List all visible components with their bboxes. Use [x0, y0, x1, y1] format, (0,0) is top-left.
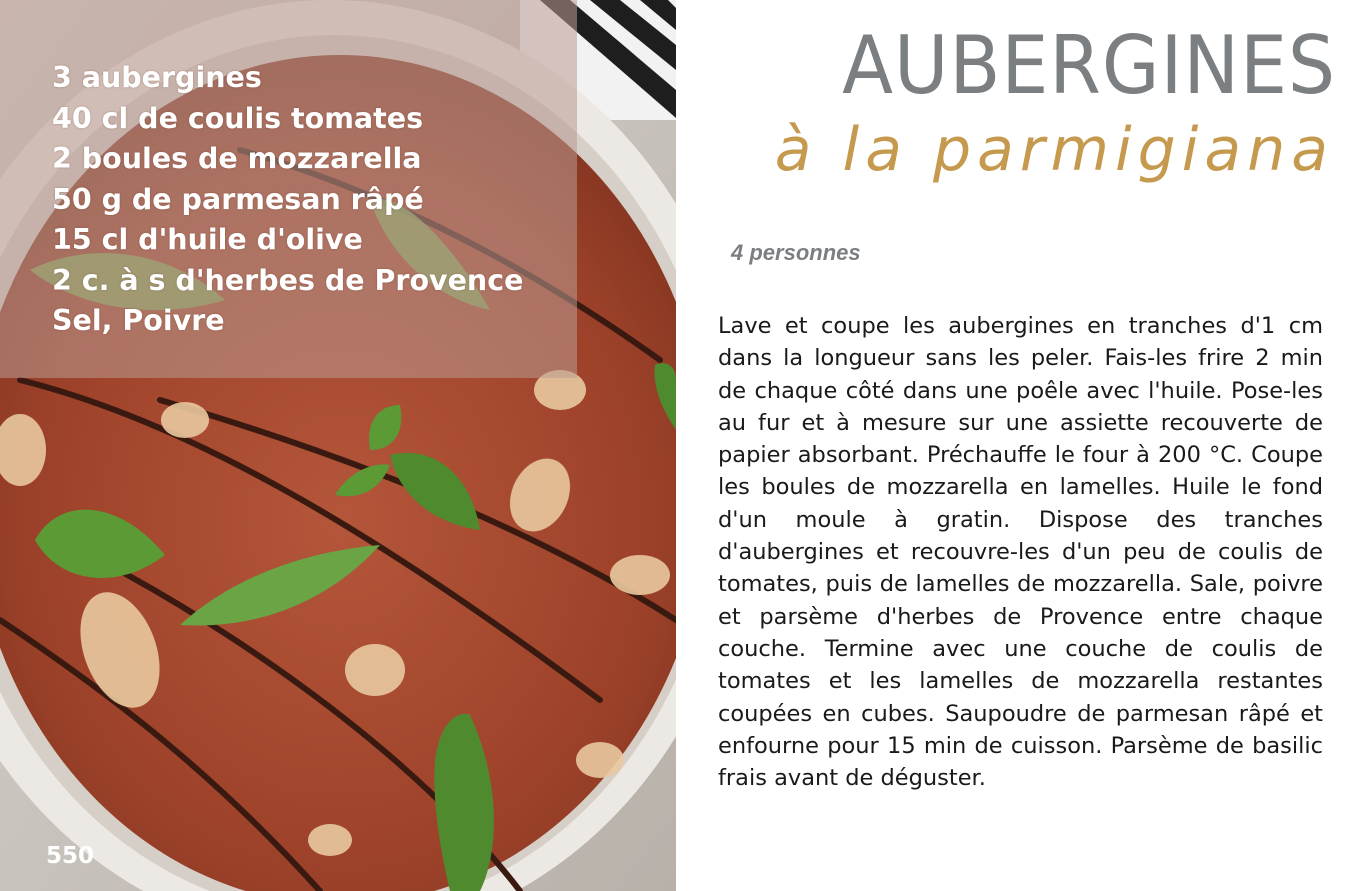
recipe-subtitle: à la parmigiana	[774, 115, 1334, 185]
ingredients-list	[52, 58, 523, 342]
ingredient-item: 50 g de parmesan râpé	[52, 182, 424, 216]
recipe-instructions: Lave et coupe les aubergines en tranches d'1 cm dans la longueur sans les peler. Fais-les frire 2 min de chaque côté dans une poêle avec l'huile. Pose-les au fur et à mesure sur une assiette recouverte de papier absorbant. Préchauffe le four à 200 °C. Coupe les boules de mozzarella en lamelles. Huile le fond d'un moule à gratin. Dispose des tranches d'aubergines et recouvre-les d'un peu de coulis de tomates, puis de lamelles de mozzarella. Sale, poivre et parsème d'herbes de Provence entre chaque couche. Termine avec une couche de coulis de tomates et les lamelles de mozzarella restantes coupées en cubes. Saupoudre de parmesan râpé et enfourne pour 15 min de cuisson. Parsème de basilic frais avant de déguster.	[718, 313, 1323, 792]
page-number: 550	[46, 843, 95, 869]
recipe-title: AUBERGINES	[842, 19, 1336, 112]
ingredient-item: 2 c. à s d'herbes de Provence	[52, 263, 524, 297]
ingredient-item: 15 cl d'huile d'olive	[52, 223, 363, 256]
servings-label: 4 personnes	[731, 240, 861, 265]
ingredient-item: 40 cl de coulis tomates	[52, 101, 424, 135]
ingredient-item: 2 boules de mozzarella	[52, 142, 422, 175]
ingredient-item: 3 aubergines	[52, 61, 262, 94]
ingredient-item: Sel, Poivre	[52, 304, 225, 337]
